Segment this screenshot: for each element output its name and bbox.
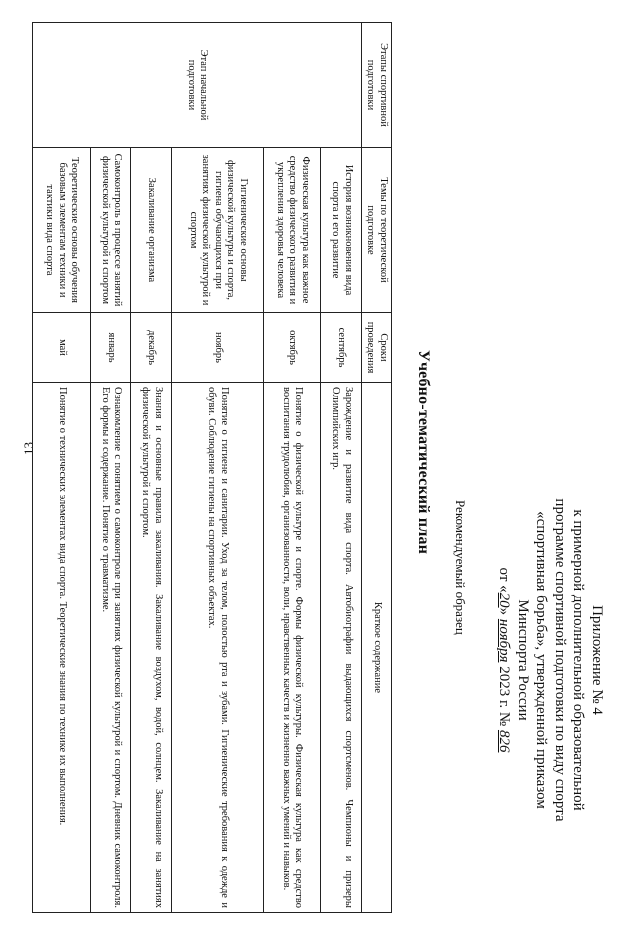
appendix-line-3: программе спортивной подготовки по виду спорта xyxy=(552,498,568,822)
topic-cell: Самоконтроль в процессе занятий физической культурой и спортом xyxy=(90,148,131,313)
appendix-line-5: Минспорта России xyxy=(515,599,531,721)
topic-cell: Гигиенические основы физической культуры и спорта, гигиена обучающихся при занятиях физической культурой и спортом xyxy=(172,148,264,313)
order-number: 826 xyxy=(496,729,513,753)
content-cell: Понятие о гигиене и санитарии. Уход за телом, полостью рта и зубами. Гигиенические требования к одежде и обуви. Соблюдение гигиены на спортивных объектах. xyxy=(172,383,264,913)
header-topic: Темы по теоретической подготовке xyxy=(362,148,392,313)
appendix-title: Приложение № 4 xyxy=(589,605,605,715)
term-cell: ноябрь xyxy=(172,313,264,383)
content-cell: Знания и основные правила закаливания. Закаливание воздухом, водой, солнцем. Закаливание на занятиях физической культурой и спортом. xyxy=(131,383,172,913)
appendix-date-line xyxy=(495,400,514,920)
topic-cell: Теоретические основы обучения базовым элементам техники и тактики вида спорта xyxy=(33,148,91,313)
page-number: 13 xyxy=(21,442,36,455)
table-row xyxy=(172,23,264,913)
appendix-line-4: «спортивная борьба», утвержденной приказом xyxy=(533,511,550,809)
table-header-row xyxy=(362,23,392,913)
date-year: 2023 г. № xyxy=(496,666,513,727)
curriculum-table xyxy=(32,22,392,913)
term-cell: сентябрь xyxy=(321,313,362,383)
table-row xyxy=(321,23,362,913)
term-cell: декабрь xyxy=(131,313,172,383)
plan-title: Учебно-тематический план xyxy=(415,350,432,555)
topic-cell: Физическая культура как важное средство физического развития и укрепления здоровья человека xyxy=(263,148,321,313)
appendix-header xyxy=(495,400,606,920)
term-cell: май xyxy=(33,313,91,383)
date-month: ноября xyxy=(496,618,513,663)
content-cell: Понятие о физической культуре и спорте. Формы физической культуры. Физическая культура как средство воспитания трудолюбия, организованности, воли, нравственных качеств и жизненно важных умений и навыков. xyxy=(263,383,321,913)
date-day: 20 xyxy=(496,592,513,608)
table-row xyxy=(90,23,131,913)
content-cell: Зарождение и развитие вида спорта. Автобиографии выдающихся спортсменов. Чемпионы и призеры Олимпийских игр. xyxy=(321,383,362,913)
date-prefix: от « xyxy=(496,567,513,593)
term-cell: январь xyxy=(90,313,131,383)
table-row xyxy=(131,23,172,913)
header-term: Сроки проведения xyxy=(362,313,392,383)
header-content: Краткое содержание xyxy=(362,383,392,913)
content-cell: Понятие о технических элементах вида спорта. Теоретические знания по технике их выполнения. xyxy=(33,383,91,913)
appendix-line-2: к примерной дополнительной образовательной xyxy=(570,509,587,811)
table-row xyxy=(263,23,321,913)
recommended-sample-label: Рекомендуемый образец xyxy=(453,500,468,635)
topic-cell: История возникновения вида спорта и его развитие xyxy=(321,148,362,313)
header-stage: Этапы спортивной подготовки xyxy=(362,23,392,148)
table-row xyxy=(33,23,91,913)
term-cell: октябрь xyxy=(263,313,321,383)
stage-cell: Этап начальной подготовки xyxy=(33,23,362,148)
content-cell: Ознакомление с понятием о самоконтроле при занятиях физической культурой и спортом. Дневник самоконтроля. Его формы и содержание. Понятие о травматизме. xyxy=(90,383,131,913)
topic-cell: Закаливание организма xyxy=(131,148,172,313)
date-mid: » xyxy=(496,607,513,616)
